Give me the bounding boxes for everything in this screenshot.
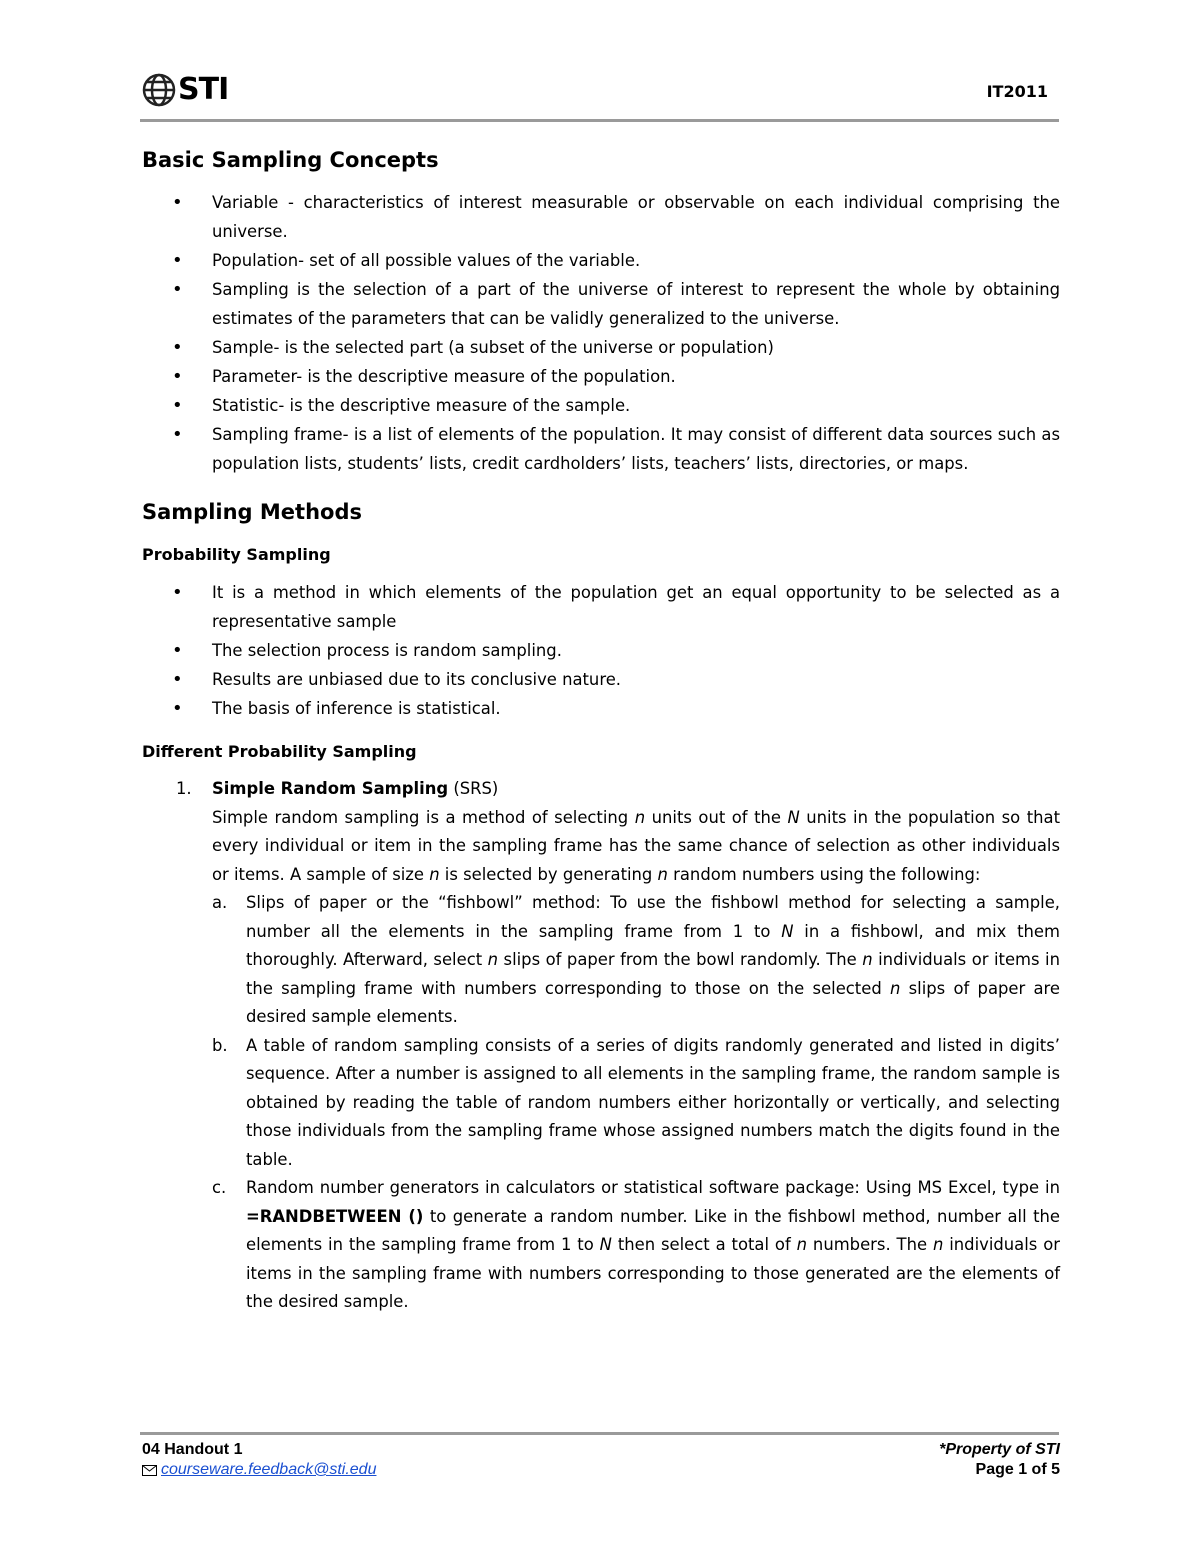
footer-divider <box>140 1432 1059 1435</box>
list-item: • Parameter- is the descriptive measure of the population. <box>142 362 1060 391</box>
probability-list <box>142 578 1060 723</box>
email-line <box>142 1460 376 1480</box>
srs-methods-list <box>212 889 1060 1317</box>
list-item: • Variable - characteristics of interest measurable or observable on each individual comprising the universe. <box>142 188 1060 246</box>
list-item: c. Random number generators in calculators or statistical software package: Using MS Excel, type in =RANDBETWEEN () to generate a random number. Like in the fishbowl method, number all the elements in the sampling frame from 1 to N then select a total of n numbers. The n individuals or items in the sampling frame with numbers corresponding to those generated are the elements of the desired sample. <box>212 1178 1060 1311</box>
feedback-email-link[interactable]: courseware.feedback@sti.edu <box>161 1461 377 1478</box>
property-label: *Property of STI <box>939 1441 1060 1458</box>
sti-logo <box>142 72 228 108</box>
logo-text: STI <box>178 72 229 107</box>
course-code: IT2011 <box>986 82 1048 101</box>
list-item: • Statistic- is the descriptive measure of the sample. <box>142 391 1060 420</box>
list-item: • The selection process is random sampling. <box>142 636 1060 665</box>
basic-concepts-list <box>142 188 1060 478</box>
envelope-icon <box>142 1465 157 1476</box>
globe-icon <box>142 73 176 107</box>
srs-description: Simple random sampling is a method of selecting n units out of the N units in the population so that every individual or item in the sampling frame has the same chance of selection as other individuals or items. A sample of size n is selected by generating n random numbers using the following: <box>212 807 1060 884</box>
page-footer <box>142 1440 1060 1480</box>
srs-item <box>142 775 1060 1317</box>
section-title-basic-sampling: Basic Sampling Concepts <box>142 148 439 172</box>
probability-sampling-heading: Probability Sampling <box>142 545 331 564</box>
item-number: 1. <box>176 779 192 798</box>
list-item: • Population- set of all possible values of the variable. <box>142 246 1060 275</box>
section-title-sampling-methods: Sampling Methods <box>142 500 362 524</box>
list-item: • Sampling is the selection of a part of the universe of interest to represent the whole by obtaining estimates of the parameters that can be validly generalized to the universe. <box>142 275 1060 333</box>
list-item: a. Slips of paper or the “fishbowl” method: To use the fishbowl method for selecting a sample, number all the elements in the sampling frame from 1 to N in a fishbowl, and mix them thoroughly. Afterward, select n slips of paper from the bowl randomly. The n individuals or items in the sampling frame with numbers corresponding to those on the selected n slips of paper are desired sample elements. <box>212 893 1060 1026</box>
list-item: • It is a method in which elements of the population get an equal opportunity to be selected as a representative sample <box>142 578 1060 636</box>
main-content <box>142 140 1060 1317</box>
different-probability-heading: Different Probability Sampling <box>142 742 417 761</box>
list-item: • Sampling frame- is a list of elements of the population. It may consist of different data sources such as population lists, students’ lists, credit cardholders’ lists, teachers’ lists, directories, or maps. <box>142 420 1060 478</box>
list-item: • The basis of inference is statistical. <box>142 694 1060 723</box>
srs-title-rest: (SRS) <box>448 779 499 798</box>
list-item: • Results are unbiased due to its conclusive nature. <box>142 665 1060 694</box>
header-divider <box>140 119 1059 122</box>
page-number: Page 1 of 5 <box>975 1461 1060 1478</box>
srs-title-bold: Simple Random Sampling <box>212 779 449 798</box>
srs-title <box>212 775 1060 804</box>
list-item: • Sample- is the selected part (a subset of the universe or population) <box>142 333 1060 362</box>
list-item: b. A table of random sampling consists of a series of digits randomly generated and listed in digits’ sequence. After a number is assigned to all elements in the sampling frame, the random sample is obtained by reading the table of random numbers either horizontally or vertically, and selecting those individuals from the sampling frame whose assigned numbers match the digits found in the table. <box>212 1035 1060 1169</box>
handout-label: 04 Handout 1 <box>142 1441 243 1458</box>
